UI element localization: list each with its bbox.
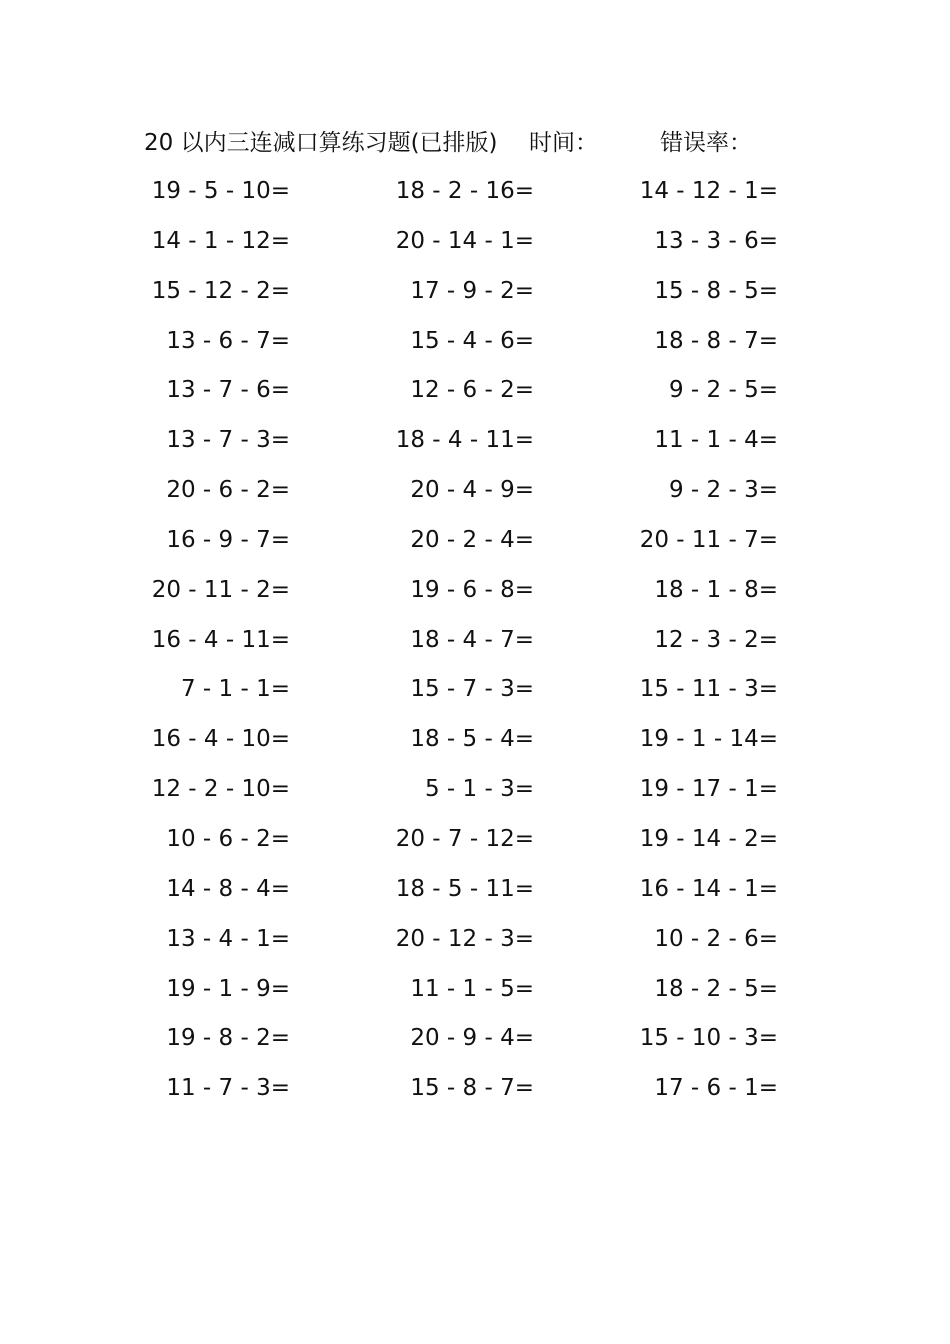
math-problem: 12 - 2 - 10= <box>151 776 290 803</box>
math-problem: 20 - 2 - 4= <box>410 526 534 553</box>
math-problem: 16 - 4 - 10= <box>151 726 290 753</box>
math-problem: 18 - 1 - 8= <box>654 576 778 603</box>
math-problem: 18 - 4 - 11= <box>395 427 534 454</box>
worksheet-title: 20 以内三连减口算练习题(已排版) <box>144 130 498 156</box>
math-problem: 9 - 2 - 3= <box>668 477 778 504</box>
math-problem: 18 - 5 - 11= <box>395 875 534 902</box>
math-problem: 17 - 6 - 1= <box>654 1075 778 1102</box>
math-problem: 15 - 10 - 3= <box>639 1025 778 1052</box>
math-problem: 19 - 8 - 2= <box>166 1025 290 1052</box>
math-problem: 19 - 14 - 2= <box>639 825 778 852</box>
math-problem: 10 - 6 - 2= <box>166 825 290 852</box>
math-problem: 11 - 1 - 4= <box>654 427 778 454</box>
math-problem: 19 - 6 - 8= <box>410 576 534 603</box>
math-problem: 15 - 8 - 5= <box>654 277 778 304</box>
math-problem: 14 - 1 - 12= <box>151 227 290 254</box>
math-problem: 20 - 11 - 7= <box>639 526 778 553</box>
math-problem: 15 - 7 - 3= <box>410 676 534 703</box>
math-problem: 15 - 11 - 3= <box>639 676 778 703</box>
math-problem: 20 - 4 - 9= <box>410 477 534 504</box>
math-problem: 16 - 4 - 11= <box>151 626 290 653</box>
math-problem: 19 - 5 - 10= <box>151 178 290 204</box>
math-problem: 14 - 8 - 4= <box>166 875 290 902</box>
problem-column-1 <box>0 172 290 1119</box>
math-problem: 19 - 1 - 9= <box>166 975 290 1002</box>
math-problem: 13 - 3 - 6= <box>654 227 778 254</box>
error-rate-label: 错误率： <box>660 130 752 156</box>
math-problem: 18 - 8 - 7= <box>654 327 778 354</box>
math-problem: 20 - 11 - 2= <box>151 576 290 603</box>
math-problem: 20 - 12 - 3= <box>395 925 534 952</box>
math-problem: 15 - 8 - 7= <box>410 1075 534 1102</box>
math-problem: 16 - 14 - 1= <box>639 875 778 902</box>
problem-column-3 <box>534 172 778 1119</box>
math-problem: 11 - 1 - 5= <box>410 975 534 1002</box>
math-problem: 20 - 7 - 12= <box>395 825 534 852</box>
math-problem: 13 - 7 - 6= <box>166 377 290 404</box>
math-problem: 7 - 1 - 1= <box>180 676 290 703</box>
math-problem: 12 - 6 - 2= <box>410 377 534 404</box>
problem-column-2 <box>290 172 534 1119</box>
math-problem: 13 - 7 - 3= <box>166 427 290 454</box>
math-problem: 17 - 9 - 2= <box>410 277 534 304</box>
math-problem: 15 - 4 - 6= <box>410 327 534 354</box>
math-problem: 18 - 4 - 7= <box>410 626 534 653</box>
math-problem: 13 - 4 - 1= <box>166 925 290 952</box>
math-problem: 10 - 2 - 6= <box>654 925 778 952</box>
math-problem: 9 - 2 - 5= <box>668 377 778 404</box>
worksheet-header <box>0 124 950 160</box>
math-problem: 20 - 6 - 2= <box>166 477 290 504</box>
math-problem: 14 - 12 - 1= <box>639 178 778 204</box>
time-label: 时间： <box>529 130 598 156</box>
math-problem: 18 - 5 - 4= <box>410 726 534 753</box>
math-problem: 11 - 7 - 3= <box>166 1075 290 1102</box>
math-problem: 19 - 17 - 1= <box>639 776 778 803</box>
math-problem: 13 - 6 - 7= <box>166 327 290 354</box>
math-problem: 19 - 1 - 14= <box>639 726 778 753</box>
math-problem: 18 - 2 - 5= <box>654 975 778 1002</box>
math-problem: 18 - 2 - 16= <box>395 178 534 204</box>
math-problem: 20 - 14 - 1= <box>395 227 534 254</box>
math-problem: 5 - 1 - 3= <box>424 776 534 803</box>
math-problem: 20 - 9 - 4= <box>410 1025 534 1052</box>
math-problem: 12 - 3 - 2= <box>654 626 778 653</box>
math-problem: 15 - 12 - 2= <box>151 277 290 304</box>
math-problem: 16 - 9 - 7= <box>166 526 290 553</box>
